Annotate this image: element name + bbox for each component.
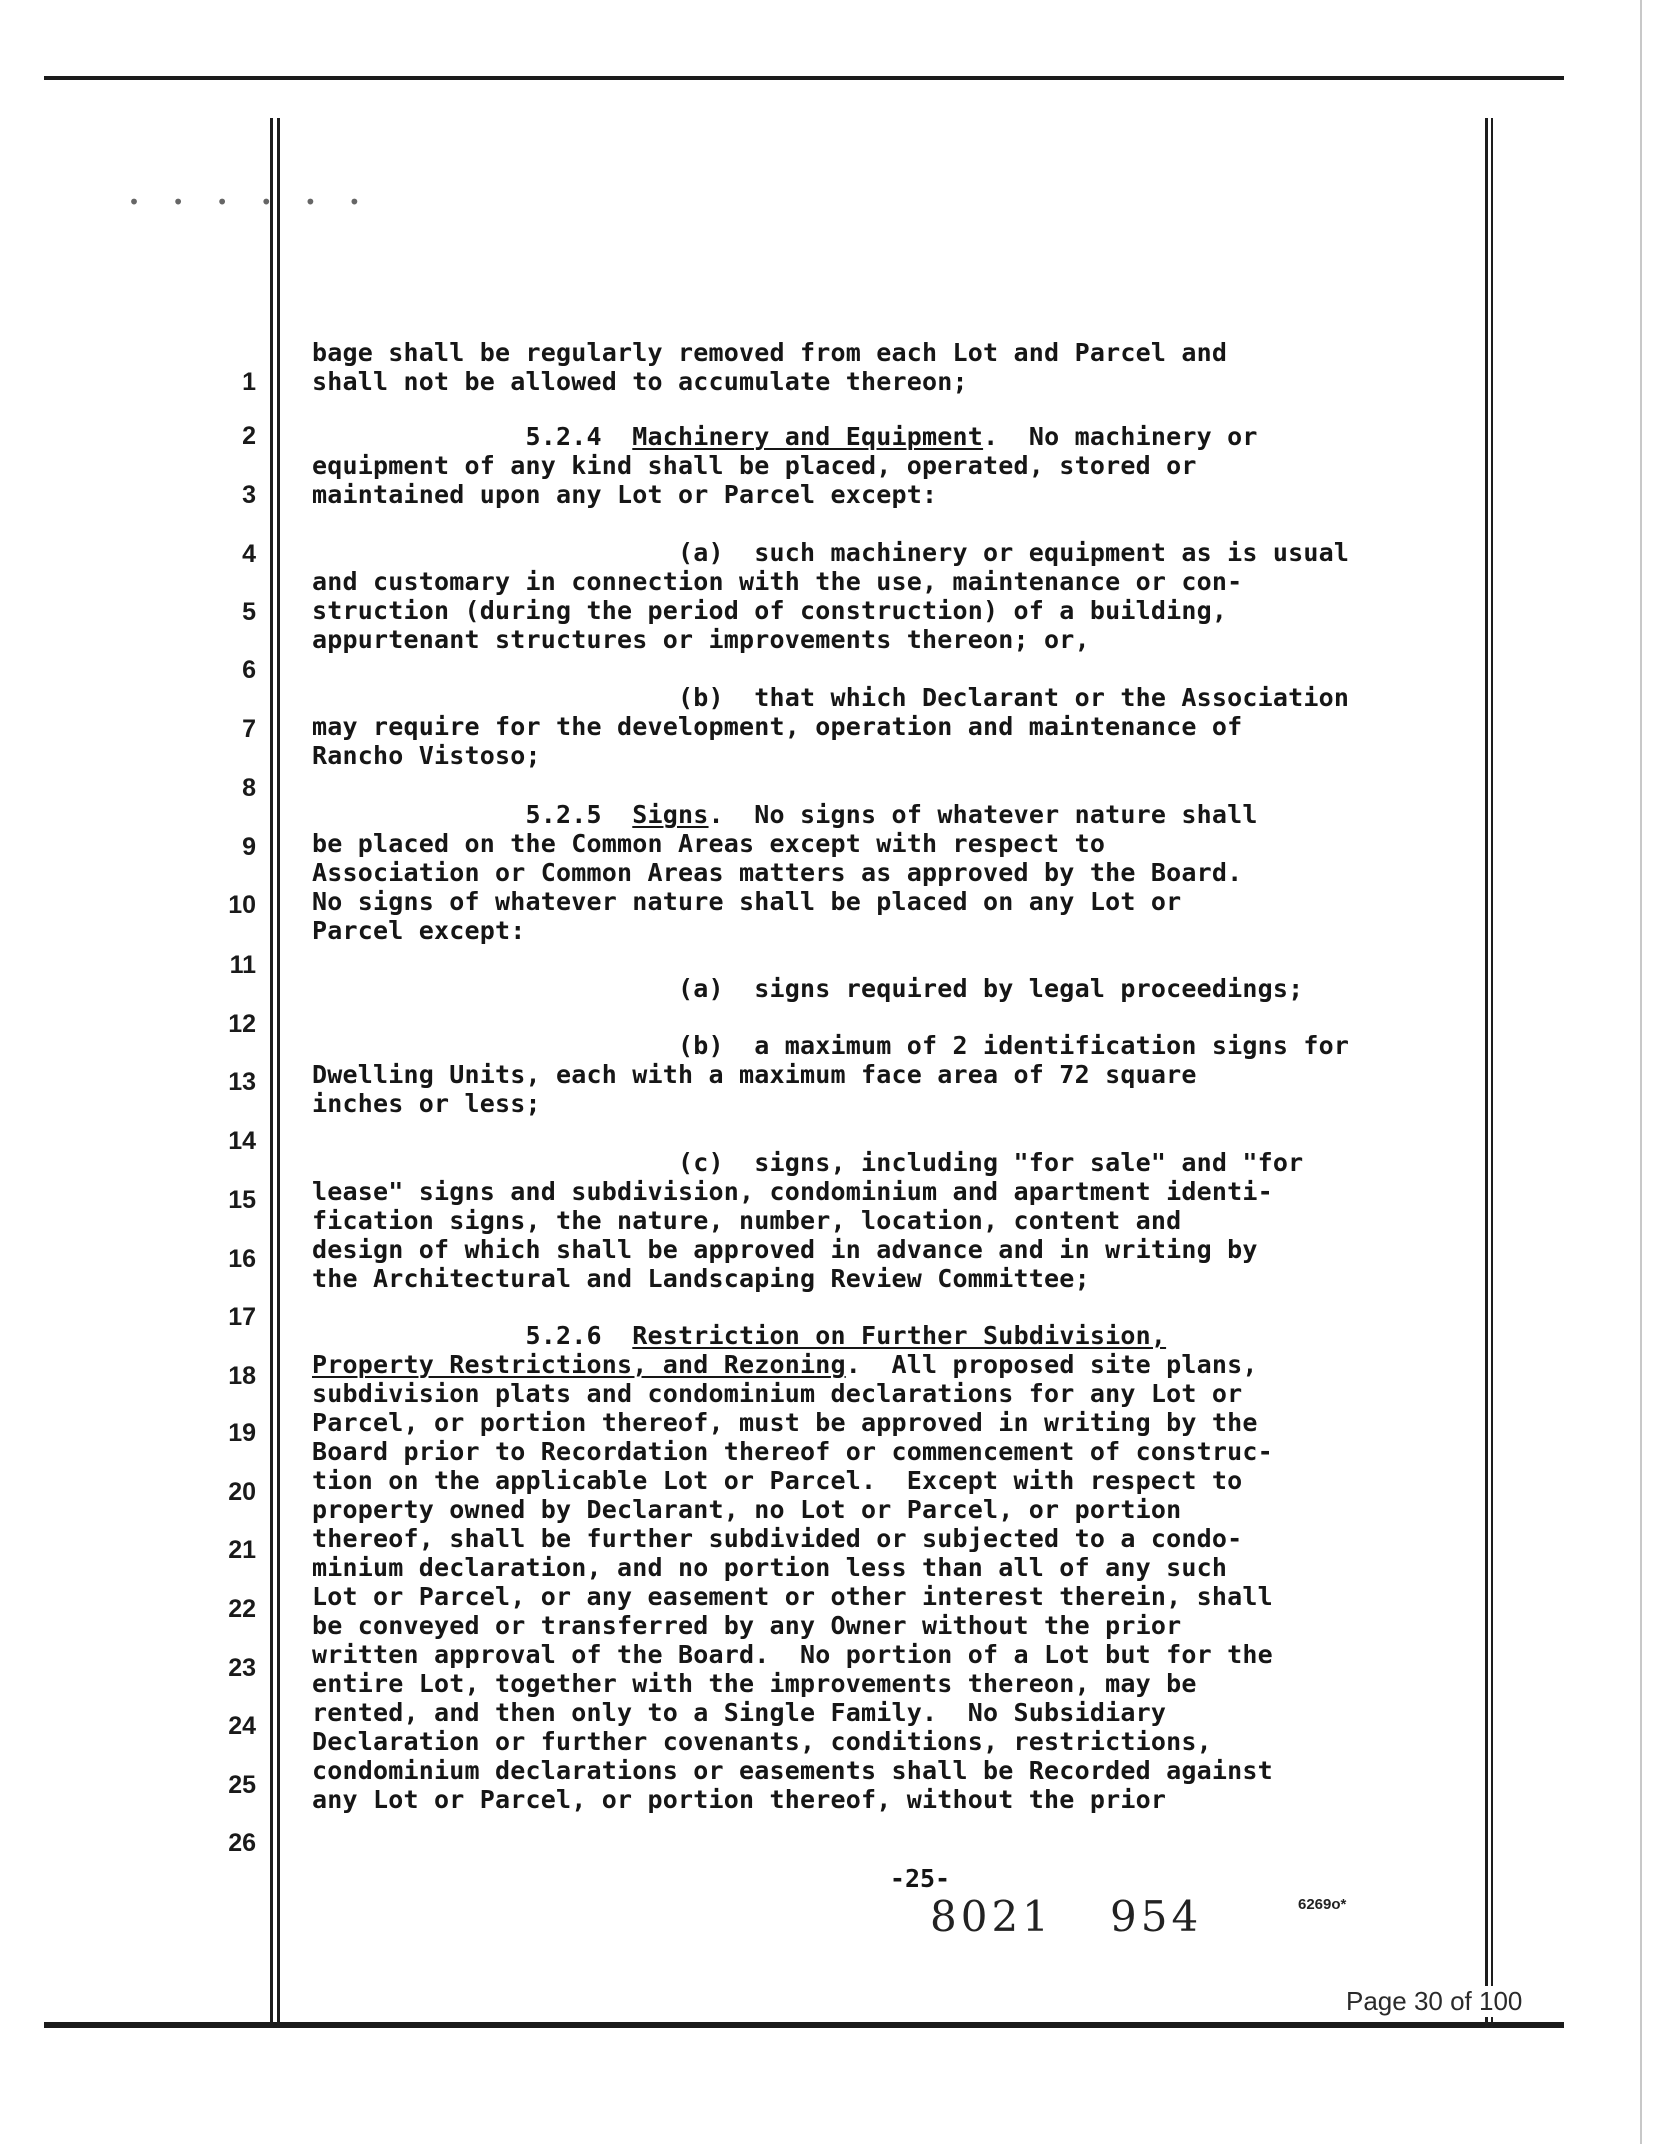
line-number: 7 bbox=[242, 715, 256, 743]
line-number: 2 bbox=[242, 422, 256, 450]
top-border bbox=[44, 76, 1564, 80]
paragraph-text: (b) that which Declarant or the Association may require for the development, operation and maintenance of Rancho Vistoso; bbox=[312, 683, 1350, 770]
line-number: 16 bbox=[228, 1245, 256, 1273]
page-count-label: Page 30 of 100 bbox=[1346, 1986, 1523, 2016]
scan-noise: • • • • • • bbox=[128, 190, 371, 214]
section-heading: Restriction on Further Subdivision, bbox=[632, 1321, 1167, 1350]
line-number: 24 bbox=[228, 1712, 256, 1740]
paragraph-text: (b) a maximum of 2 identification signs for Dwelling Units, each with a maximum face area of 72 square inches or less; bbox=[312, 1031, 1350, 1118]
paragraph bbox=[312, 422, 1436, 509]
paragraph-text: bage shall be regularly removed from each Lot and Parcel and shall not be allowed to accumulate thereon; bbox=[312, 338, 1228, 396]
paragraph-text: 5.2.4 bbox=[312, 422, 633, 451]
line-number: 21 bbox=[228, 1536, 256, 1564]
paragraph-text: . No machinery or equipment of any kind shall be placed, operated, stored or maintained upon any Lot or Parcel except: bbox=[312, 422, 1258, 509]
section-heading: Signs bbox=[632, 800, 709, 829]
paragraph bbox=[312, 974, 1436, 1003]
line-number: 5 bbox=[242, 598, 256, 626]
right-margin-rule-inner bbox=[1491, 118, 1493, 2028]
line-number: 8 bbox=[242, 774, 256, 802]
paragraph bbox=[312, 538, 1436, 654]
line-number: 26 bbox=[228, 1829, 256, 1857]
line-number: 14 bbox=[228, 1127, 256, 1155]
line-number: 10 bbox=[228, 891, 256, 919]
paragraph bbox=[312, 338, 1436, 396]
scan-edge-line bbox=[1640, 0, 1642, 2144]
line-number: 4 bbox=[242, 540, 256, 568]
line-number: 15 bbox=[228, 1186, 256, 1214]
paragraph-text: (a) such machinery or equipment as is usual and customary in connection with the use, maintenance or con- struction (during the period of construction) of a building, appurtenant structures or improvements thereon; or, bbox=[312, 538, 1350, 654]
left-margin-rule-inner bbox=[277, 118, 280, 2028]
line-number: 23 bbox=[228, 1654, 256, 1682]
paragraph-text: . No signs of whatever nature shall be placed on the Common Areas except with respect to Association or Common Areas matters as approved by the Board. No signs of whatever nature shall be placed on any Lot or Parcel except: bbox=[312, 800, 1258, 945]
left-margin-rule bbox=[270, 118, 273, 2028]
paragraph bbox=[312, 683, 1436, 770]
paragraph-text: 5.2.5 bbox=[312, 800, 633, 829]
line-number: 12 bbox=[228, 1010, 256, 1038]
paragraph-text: . All proposed site plans, subdivision plats and condominium declarations for any Lot or Parcel, or portion thereof, must be approved in writing by the Board prior to Recordation thereof or commencement of construc- tion on the applicable Lot or Parcel. Except with respect to property owned by Declarant, no Lot or Parcel, or portion thereof, shall be further subdivided or subjected to a condo- minium declaration, and no portion less than all of any such Lot or Parcel, or any easement or other interest therein, shall be conveyed or transferred by any Owner without the prior written approval of the Board. No portion of a Lot but for the entire Lot, together with the improvements thereon, may be rented, and then only to a Single Family. No Subsidiary Declaration or further covenants, conditions, restrictions, condominium declarations or easements shall be Recorded against any Lot or Parcel, or portion thereof, without the prior bbox=[312, 1350, 1273, 1814]
line-number: 3 bbox=[242, 481, 256, 509]
section-heading: Property Restrictions, and Rezoning bbox=[312, 1350, 846, 1379]
line-number: 20 bbox=[228, 1478, 256, 1506]
recording-page-number: 954 bbox=[1110, 1892, 1203, 1941]
paragraph bbox=[312, 800, 1436, 945]
paragraph bbox=[312, 1148, 1436, 1293]
recording-code: 6269o* bbox=[1298, 1896, 1347, 1913]
paragraph bbox=[312, 1321, 1436, 1814]
line-number: 1 bbox=[242, 368, 256, 396]
docket-number: 8021 bbox=[930, 1892, 1053, 1941]
paragraph-text: (c) signs, including "for sale" and "for lease" signs and subdivision, condominium and apartment identi- fication signs, the nature, number, location, content and design of which shall be approved in advance and in writing by the Architectural and Landscaping Review Committee; bbox=[312, 1148, 1304, 1293]
line-number: 18 bbox=[228, 1362, 256, 1390]
right-margin-rule bbox=[1485, 118, 1488, 2028]
line-number: 11 bbox=[229, 951, 256, 979]
line-number: 13 bbox=[228, 1068, 256, 1096]
line-number: 25 bbox=[228, 1771, 256, 1799]
line-number: 9 bbox=[242, 833, 256, 861]
page-footer-number: -25- bbox=[889, 1864, 951, 1893]
line-number: 19 bbox=[228, 1419, 256, 1447]
paragraph-text: 5.2.6 bbox=[312, 1321, 633, 1350]
section-heading: Machinery and Equipment bbox=[632, 422, 984, 451]
line-number: 17 bbox=[228, 1303, 256, 1331]
line-number: 6 bbox=[242, 656, 256, 684]
paragraph bbox=[312, 1031, 1436, 1118]
paragraph-text: (a) signs required by legal proceedings; bbox=[312, 974, 1304, 1003]
line-number: 22 bbox=[228, 1595, 256, 1623]
